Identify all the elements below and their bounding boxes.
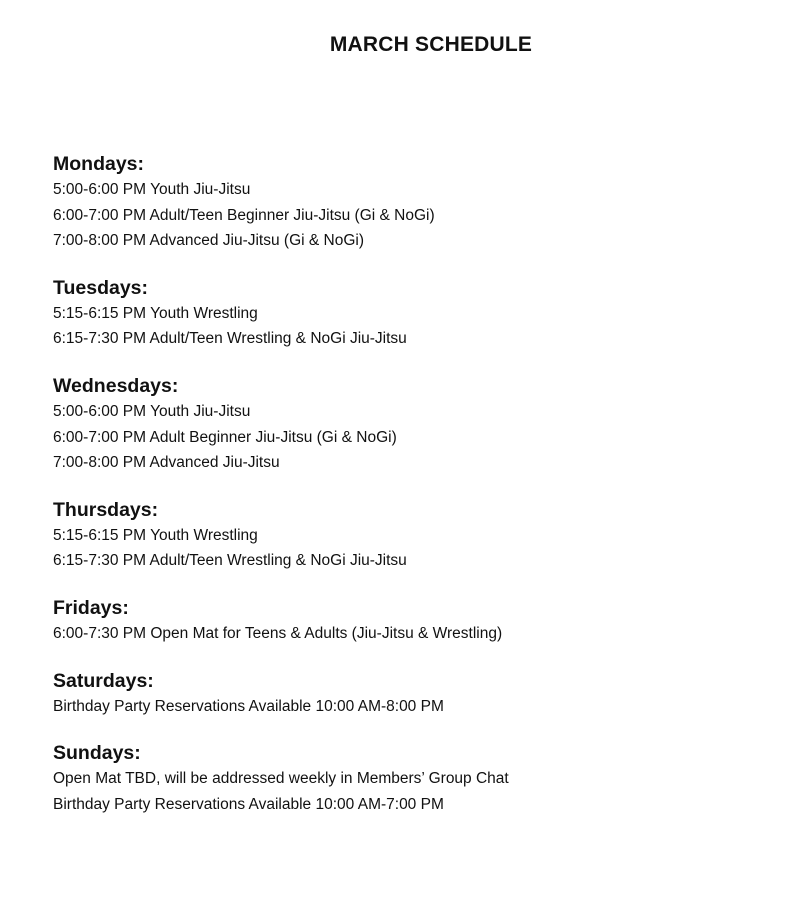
day-section-saturdays (53, 668, 773, 720)
session-item: 5:00-6:00 PM Youth Jiu-Jitsu (53, 402, 251, 420)
day-section-tuesdays (53, 275, 773, 352)
day-heading: Tuesdays: (53, 276, 149, 299)
day-heading: Fridays: (53, 596, 129, 619)
session-item: 6:00-7:00 PM Adult/Teen Beginner Jiu-Jitsu (Gi & NoGi) (53, 206, 435, 224)
day-heading: Wednesdays: (53, 374, 179, 397)
session-item: 7:00-8:00 PM Advanced Jiu-Jitsu (Gi & NoGi) (53, 232, 364, 250)
session-item: Birthday Party Reservations Available 10:00 AM-7:00 PM (53, 795, 444, 813)
session-item: 6:15-7:30 PM Adult/Teen Wrestling & NoGi Jiu-Jitsu (53, 552, 407, 570)
session-item: Open Mat TBD, will be addressed weekly in Members’ Group Chat (53, 770, 509, 788)
session-item: 5:15-6:15 PM Youth Wrestling (53, 526, 258, 544)
day-section-fridays (53, 595, 773, 647)
day-section-wednesdays (53, 373, 773, 476)
session-item: 7:00-8:00 PM Advanced Jiu-Jitsu (53, 454, 280, 472)
session-item: 5:00-6:00 PM Youth Jiu-Jitsu (53, 181, 251, 198)
day-heading: Saturdays: (53, 669, 154, 692)
session-item: 5:15-6:15 PM Youth Wrestling (53, 304, 258, 322)
session-item: 6:15-7:30 PM Adult/Teen Wrestling & NoGi Jiu-Jitsu (53, 330, 407, 348)
session-item: 6:00-7:00 PM Adult Beginner Jiu-Jitsu (Gi & NoGi) (53, 428, 397, 446)
day-heading: Sundays: (53, 742, 141, 765)
schedule-list (53, 151, 773, 838)
day-section-thursdays (53, 497, 773, 574)
page-title: MARCH SCHEDULE (329, 33, 533, 56)
session-item: 6:00-7:30 PM Open Mat for Teens & Adults (Jiu-Jitsu & Wrestling) (53, 624, 503, 642)
day-section-mondays (53, 151, 773, 254)
session-item: Birthday Party Reservations Available 10:00 AM-8:00 PM (53, 697, 444, 715)
day-section-sundays (53, 740, 773, 817)
day-heading: Thursdays: (53, 498, 159, 521)
day-heading: Mondays: (53, 153, 145, 175)
